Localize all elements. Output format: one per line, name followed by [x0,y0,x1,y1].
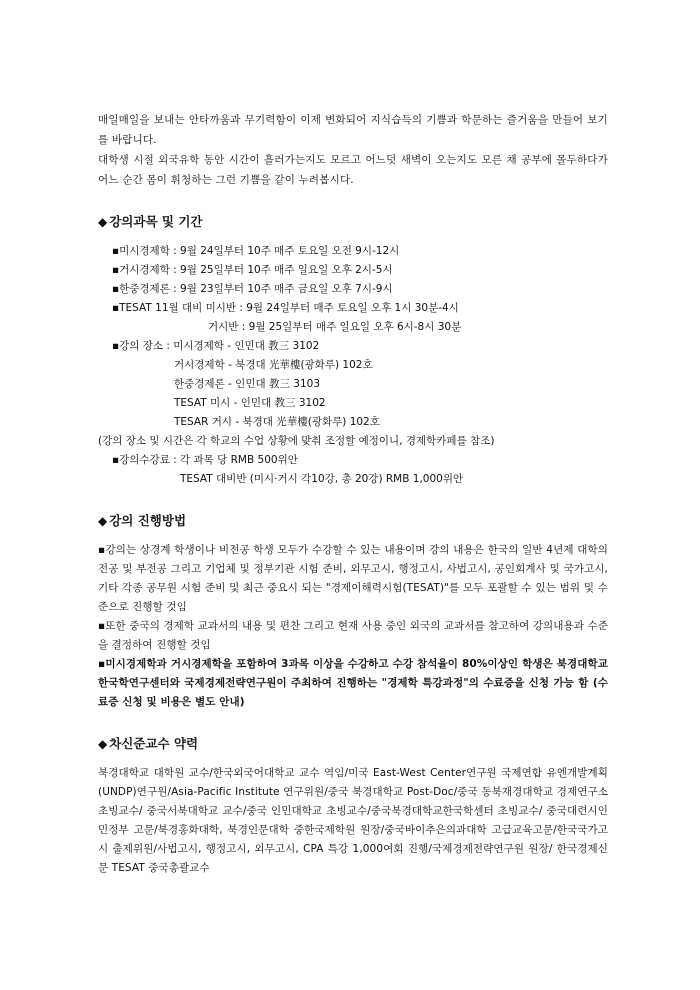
professor-bio: 북경대학교 대학원 교수/한국외국어대학교 교수 역임/미국 East-West Center연구원 국제연합 유엔개발계획(UNDP)연구원/Asia-Pacific Institute 연구위원/중국 북경대학교 Post-Doc/중국 동북재경대학교 경제연구소 초빙교수/ 중국서북대학교 교수/중국 인민대학교 초빙교수/중국북경대학교한국학센터 초빙교수/ 중국대련시인민정부 고문/북경홍화대학, 북경인문대학 중한국제학원 원장/중국바이추은의과대학 고급교육고문/한국국가고시 출제위원/사법고시, 행정고시, 외무고시, CPA 특강 1,000여회 진행/국제경제전략연구원 원장/ 한국경제신문 TESAT 중국총괄교수 [98,767,608,874]
section-heading-text: 차신준교수 약력 [109,736,199,751]
intro-paragraph-1: 매일매일을 보내는 안타까움과 무기력함이 이제 변화되어 지식습득의 기쁨과 학문하는 즐거움을 만들어 보기를 바랍니다. [98,114,608,146]
section-heading-text: 강의과목 및 기간 [109,214,203,229]
diamond-icon: ◆ [98,514,108,528]
schedule-line-tesat-macro: 거시반 : 9월 25일부터 매주 일요일 오후 6시-8시 30분 [208,321,462,333]
schedule-line: ▪거시경제학 : 9월 25일부터 10주 매주 일요일 오후 2시-5시 [112,264,393,276]
venue-line: ▪강의 장소 : 미시경제학 - 인민대 教三 3102 [112,340,320,352]
schedule-line: ▪한중경제론 : 9월 23일부터 10주 매주 금요일 오후 7시-9시 [112,283,393,295]
section-heading-courses [98,212,608,232]
method-paragraph-1: ▪강의는 상경계 학생이나 비전공 학생 모두가 수강할 수 있는 내용이며 강의 내용은 한국의 일반 4년제 대학의 전공 및 부전공 그리고 기업체 및 정부기관 시험 준비, 외무고시, 행정고시, 사법고시, 공인회계사 및 국가고시, 기타 각종 공무원 시험 준비 및 최근 중요시 되는 "경제이해력시험(TESAT)"를 모두 포괄할 수 있는 범위 및 수준으로 진행할 것임 [98,544,608,613]
intro-paragraph-2: 대학생 시절 외국유학 동안 시간이 흘러가는지도 모르고 어느덧 새벽이 오는지도 모른 채 공부에 몰두하다가 어느 순간 몸이 휘청하는 그런 기쁨을 같이 누려봅시다. [98,154,608,186]
section-heading-text: 강의 진행방법 [109,513,187,528]
fee-line-tesat: TESAT 대비반 (미시·거시 각10강, 총 20강) RMB 1,000위안 [180,473,464,485]
venue-line: TESAT 미시 - 인민대 教三 3102 [174,397,326,409]
method-paragraph-3: ▪미시경제학과 거시경제학을 포함하여 3과목 이상을 수강하고 수강 참석율이 80%이상인 학생은 북경대학교한국학연구센터와 국제경제전략연구원이 주최하여 진행하는 "경제학 특강과정"의 수료증을 신청 가능 함 (수료증 신청 및 비용은 별도 안내) [98,658,608,708]
method-paragraph-2: ▪또한 중국의 경제학 교과서의 내용 및 편찬 그리고 현재 사용 중인 외국의 교과서를 참고하여 강의내용과 수준을 결정하여 진행할 것임 [98,620,608,651]
venue-note: (강의 장소 및 시간은 각 학교의 수업 상황에 맞춰 조정할 예정이니, 경제학카페를 참조) [98,435,495,447]
diamond-icon: ◆ [98,737,108,751]
venue-line: TESAR 거시 - 북경대 光華樓(광화루) 102호 [174,416,380,428]
document-page [98,110,608,878]
schedule-line: ▪미시경제학 : 9월 24일부터 10주 매주 토요일 오전 9시-12시 [112,245,400,257]
venue-line: 한중경제론 - 인민대 教三 3103 [174,378,321,390]
venue-line: 거시경제학 - 북경대 光華樓(광화루) 102호 [174,359,373,371]
diamond-icon: ◆ [98,215,108,229]
section-heading-profile [98,734,608,754]
fee-line: ▪강의수강료 : 각 과목 당 RMB 500위안 [112,454,298,466]
section-heading-method [98,511,608,531]
schedule-line: ▪TESAT 11월 대비 미시반 : 9월 24일부터 매주 토요일 오후 1시 30분-4시 [112,302,459,314]
